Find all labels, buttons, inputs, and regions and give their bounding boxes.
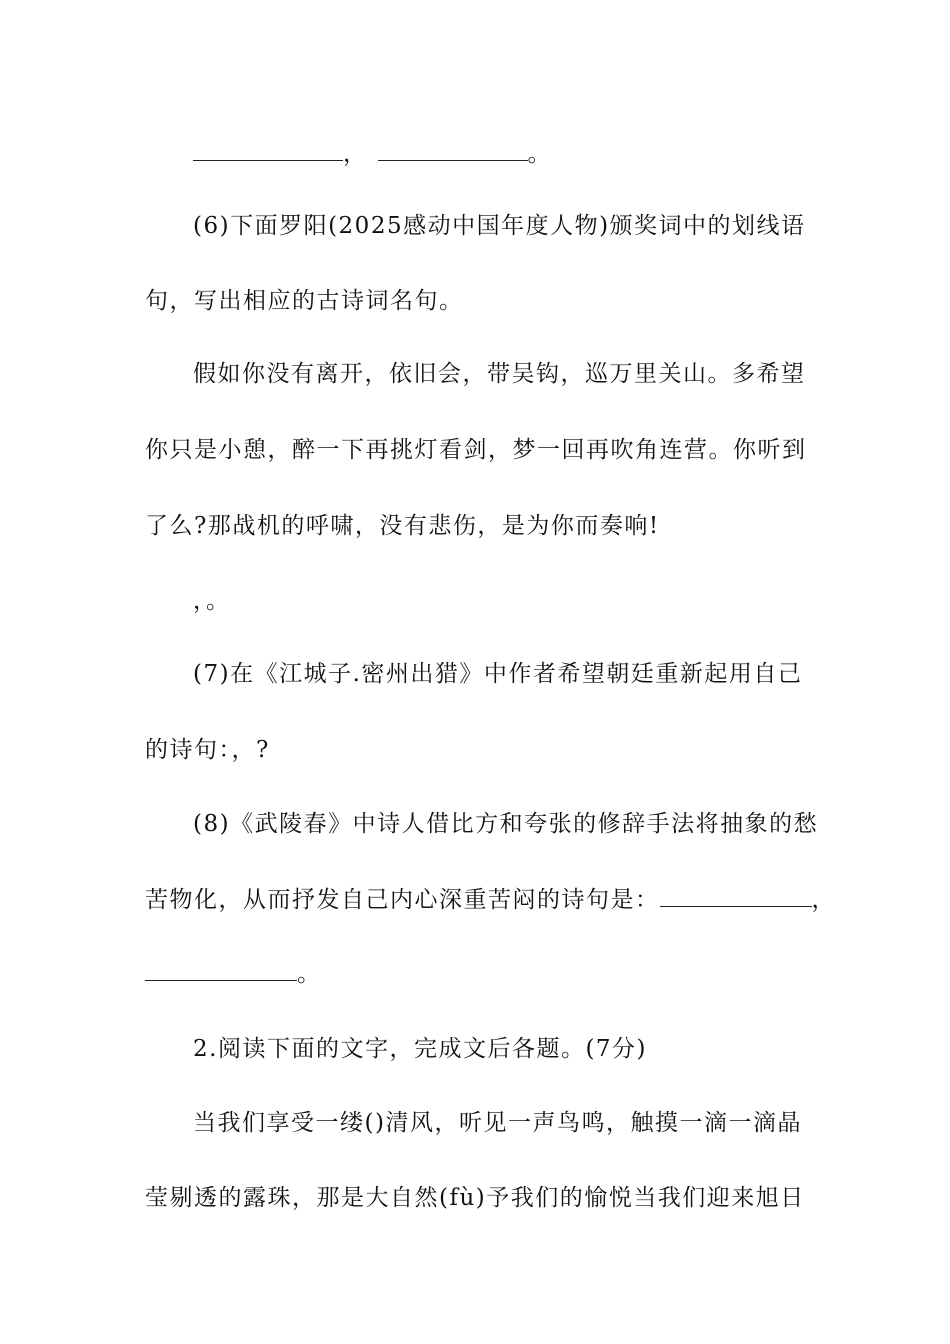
answer-blank[interactable] [193,138,343,161]
question-7-line-1: (7)在《江城子.密州出猎》中作者希望朝廷重新起用自己 [193,661,803,687]
answer-blank[interactable] [378,138,528,161]
citation-line-1: 假如你没有离开，依旧会，带吴钩，巡万里关山。多希望 [193,361,806,387]
fill-blank-line [193,138,552,170]
question-7-line-2: 的诗句：，? [145,737,270,763]
period: 。 [297,961,322,987]
question-8-line-1: (8)《武陵春》中诗人借比方和夸张的修辞手法将抽象的愁 [193,811,819,837]
passage-line-1: 当我们享受一缕()清风，听见一声鸟鸣，触摸一滴一滴晶 [193,1110,802,1136]
question-8-line-3 [145,958,322,990]
passage-line-2: 莹剔透的露珠，那是大自然(fù)予我们的愉悦当我们迎来旭日 [145,1185,805,1211]
answer-blank[interactable] [660,884,812,907]
comma: ， [811,887,836,913]
question-6-line-2: 句，写出相应的古诗词名句。 [145,288,464,314]
answer-blank[interactable] [145,958,297,981]
comma: ， [343,141,368,167]
citation-line-2: 你只是小憩，醉一下再挑灯看剑，梦一回再吹角连营。你听到 [145,437,807,463]
period: 。 [527,141,552,167]
question-8-line-2 [145,884,836,916]
section-2-heading: 2.阅读下面的文字，完成文后各题。(7分) [193,1036,648,1062]
question-8-text: 苦物化，从而抒发自己内心深重苦闷的诗句是： [145,887,660,913]
answer-line-6: ，。 [193,588,231,614]
citation-line-3: 了么?那战机的呼啸，没有悲伤，是为你而奏响! [145,513,660,539]
question-6-line-1: (6)下面罗阳(2025感动中国年度人物)颁奖词中的划线语 [193,213,806,239]
